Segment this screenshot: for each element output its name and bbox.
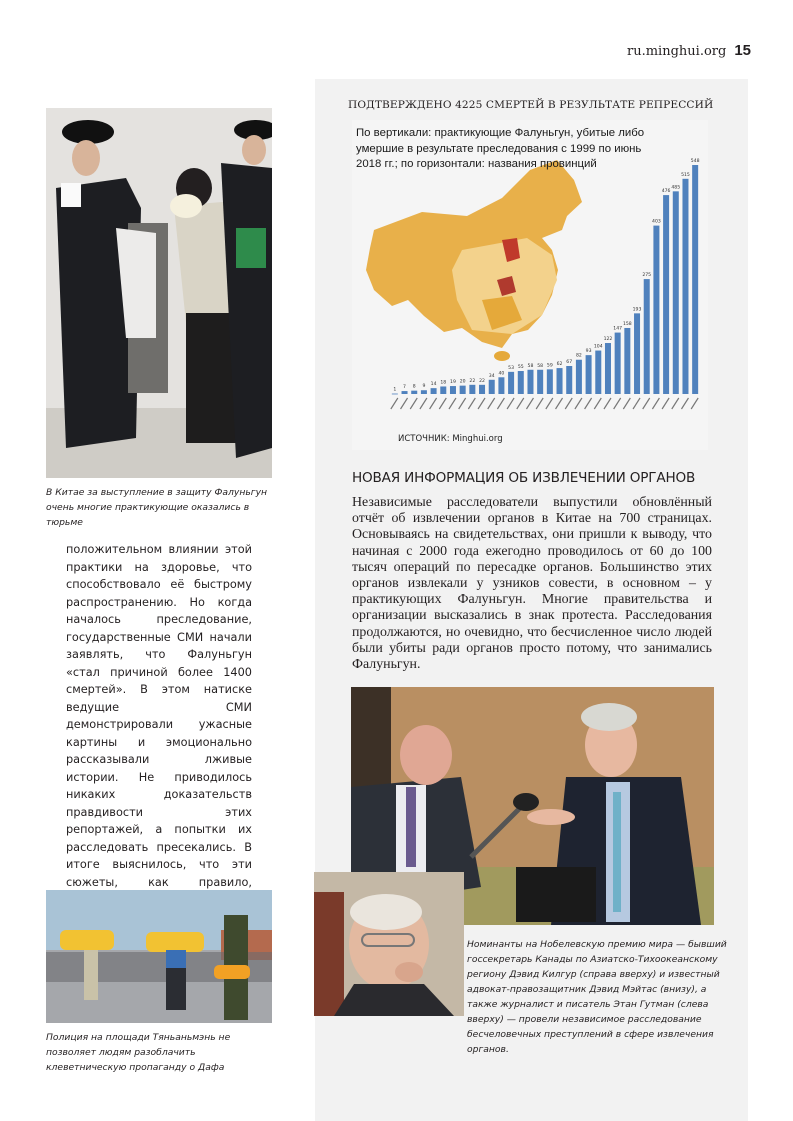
chart-bar [615,333,621,394]
chart-value-label: 62 [556,362,563,368]
chart-x-tick-label-mark [565,398,572,409]
chart-value-label: 59 [546,363,553,369]
chart-x-tick-label-mark [672,398,679,409]
chart-x-tick-label-mark [633,398,640,409]
chart-bar [624,328,630,394]
chart-bar [498,377,504,394]
chart-bar [527,370,533,394]
chart-x-tick-label-mark [643,398,650,409]
chart-x-tick-label-mark [623,398,630,409]
chart-value-label: 9 [422,384,426,390]
chart-value-label: 58 [537,363,544,369]
chart-bar [421,390,427,394]
chart-bar [402,391,408,394]
chart-x-tick-label-mark [614,398,621,409]
chart-x-tick-label-mark [546,398,553,409]
chart-bar [673,191,679,394]
chart-bar [547,369,553,394]
chart-x-tick-label-mark [430,398,437,409]
chart-bar [644,279,650,394]
chart-bar [479,385,485,394]
matas-photo [314,872,464,1016]
chart-value-label: 82 [575,353,582,359]
chart-x-tick-label-mark [691,398,698,409]
chart-bar [469,385,475,394]
chart-value-label: 193 [632,307,642,313]
chart-bar [566,366,572,394]
chart-bar [450,386,456,394]
page-number: 15 [734,42,751,59]
chart-value-label: 18 [440,380,447,386]
chart-x-tick-label-mark [449,398,456,409]
chart-bar [518,371,524,394]
chart-bar [392,394,398,395]
chart-value-label: 158 [622,321,632,327]
chart-bar [692,165,698,394]
chart-value-label: 122 [603,337,613,343]
chart-bar [557,368,563,394]
chart-value-label: 20 [459,379,466,385]
chart-bar [663,195,669,394]
chart-x-tick-label-mark [604,398,611,409]
chart-value-label: 22 [479,378,485,384]
chart-x-tick-marks [391,398,698,409]
chart-x-tick-label-mark [526,398,533,409]
chart-bar [537,370,543,394]
chart-value-label: 58 [527,363,534,369]
chart-bar [595,351,601,394]
chart-bar [653,226,659,394]
chart-x-tick-label-mark [507,398,514,409]
chart-bar [586,355,592,394]
chart-x-tick-label-mark [468,398,475,409]
chart-value-label: 40 [498,371,505,377]
chart-x-tick-label-mark [652,398,659,409]
chart-value-label: 275 [642,273,652,279]
chart-value-label: 476 [661,189,671,195]
chart-x-tick-label-mark [391,398,398,409]
chart-x-tick-label-mark [556,398,563,409]
chart-x-tick-label-mark [594,398,601,409]
tiananmen-photo [46,890,272,1023]
chart-value-label: 53 [508,365,515,371]
chart-x-tick-label-mark [439,398,446,409]
chart-value-label: 485 [671,185,681,191]
chart-value-label: 403 [652,219,661,225]
chart-value-label: 147 [613,326,623,332]
chart-x-tick-label-mark [497,398,504,409]
chart-value-label: 22 [469,378,476,384]
chart-bar [460,386,466,394]
chart-title: ПОДТВЕРЖДЕНО 4225 СМЕРТЕЙ В РЕЗУЛЬТАТЕ РЕПРЕССИЙ [348,99,714,111]
chart-value-label: 7 [403,385,406,391]
chart-value-label: 14 [430,382,437,388]
tiananmen-photo-caption: Полиция на площади Тяньаньмэнь не позволяет людям разоблачить клеветническую пропаганду о Дафа [46,1032,231,1073]
chart-value-label: 1 [393,387,397,393]
chart-bar [605,343,611,394]
chart-value-label: 67 [566,360,573,365]
chart-x-tick-label-mark [536,398,543,409]
chart-bar [489,380,495,394]
chart-bar [682,179,688,394]
chart-bar [431,388,437,394]
chart-value-label: 93 [585,349,592,355]
chart-bar [634,313,640,394]
article-body: Независимые расследователи выпустили обновлённый отчёт об извлечении органов в Китае на 700 страницах. Основываясь на свидетельствах, они пришли к выводу, что начиная с 2000 года ежегодно проводилось от 60 до 100 тысяч операций по пересадке органов. Большинство этих органов извлекали у узников совести, в основном – у практикующих Фалуньгун. Многие правительства и организации высказались в знак протеста. Расследования продолжаются, но очевидно, что бесчисленное число людей были убиты ради органов просто потому, что занимались Фалуньгун. [352,495,712,673]
chart-value-label: 34 [488,373,495,379]
chart-value-label: 548 [690,159,700,165]
chart-x-tick-label-mark [681,398,688,409]
chart-bar [440,386,446,394]
chart-x-tick-label-mark [410,398,417,409]
section-heading: НОВАЯ ИНФОРМАЦИЯ ОБ ИЗВЛЕЧЕНИИ ОРГАНОВ [352,470,696,486]
left-column-text: положительном влиянии этой практики на здоровье, что способствовало её быстрому распространению. Но когда началось преследование, государственные СМИ начали заявлять, что Фалуньгун «стал причиной более 1400 смертей». В этом натиске ведущие СМИ демонстрировали ужасные картины и эмоционально рассказывали лживые истории. Не приводилось никаких доказательств правдивости этих репортажей, а попытки их расследовать пресекались. В итоге выяснилось, что эти сюжеты, как правило, [66,543,252,889]
chart-value-label: 55 [517,365,524,371]
arrest-photo [46,108,272,478]
site-url: ru.minghui.org [627,44,727,59]
chart-x-tick-label-mark [478,398,485,409]
chart-description: По вертикали: практикующие Фалуньгун, убитые либо умершие в результате преследования с 1999 по июнь 2018 гг.; по горизонтали: названия провинций [356,127,645,170]
chart-x-tick-label-mark [575,398,582,409]
chart-x-tick-label-mark [517,398,524,409]
investigators-photo-caption: Номинанты на Нобелевскую премию мира — бывший госсекретарь Канады по Азиатско-Тихоокеанскому региону Дэвид Килгур (справа вверху) и известный адвокат-правозащитник Дэвид Мэйтас (внизу), а также журналист и писатель Этан Гутман (слева вверху) — провели независимое расследование бесчеловечных преступлений в сфере извлечения органов. [467,939,727,1055]
chart-x-tick-label-mark [585,398,592,409]
chart-x-tick-label-mark [459,398,466,409]
chart-bar [576,360,582,394]
arrest-photo-caption: В Китае за выступление в защиту Фалуньгун очень многие практикующие оказались в тюрьме [46,487,268,528]
chart-bar [411,391,417,394]
chart-value-label: 515 [681,172,690,178]
chart-x-tick-label-mark [401,398,408,409]
chart-x-tick-label-mark [488,398,495,409]
chart-source: ИСТОЧНИК: Minghui.org [398,434,503,444]
chart-bar [508,372,514,394]
chart-value-label: 19 [450,380,456,386]
china-map [366,160,582,361]
chart-x-tick-label-mark [420,398,427,409]
chart-value-label: 104 [593,344,603,350]
chart-x-tick-label-mark [662,398,669,409]
chart-value-label: 8 [412,384,416,390]
page-header [627,42,751,59]
